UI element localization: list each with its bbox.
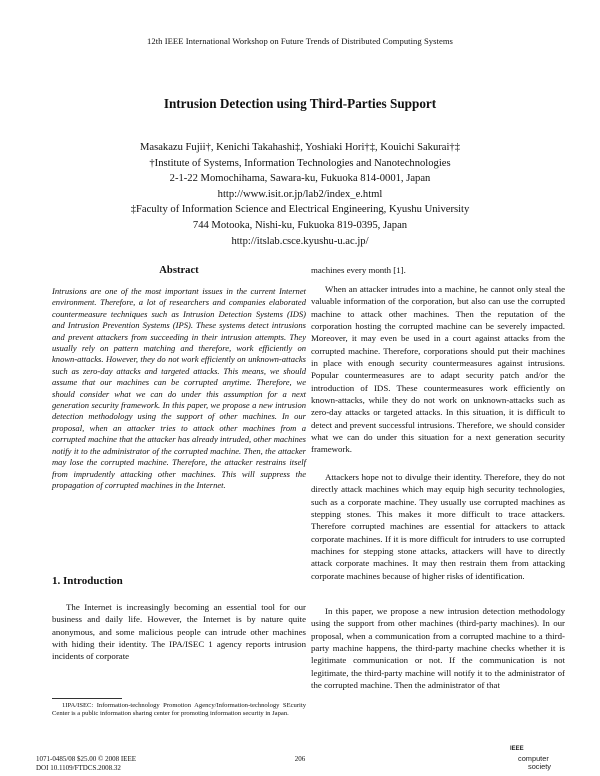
logo-mark-icon: IEEE (510, 746, 524, 752)
footnote: 1IPA/ISEC: Information-technology Promotion Agency/Information-technology SEcurity Center is a public information sharing center for promoting information security in Japan. (52, 702, 306, 718)
right-column-paragraph-3 (311, 605, 565, 691)
affiliation-line: 744 Motooka, Nishi-ku, Fukuoka 819-0395, Japan (192, 219, 408, 231)
logo-text-line: society (528, 762, 552, 771)
paper-title: Intrusion Detection using Third-Parties Support (163, 96, 437, 111)
introduction-paragraph: The Internet is increasingly becoming an essential tool for our business and daily life. However, the Internet is by nature quite anonymous, and some malicious people can intrude other machines with hiding their identity. The IPA/ISEC 1 agency reports intrusion incidents of corporate (52, 602, 306, 662)
affiliation-line: ‡Faculty of Information Science and Electrical Engineering, Kyushu University (130, 204, 470, 216)
conference-header: 12th IEEE International Workshop on Future Trends of Distributed Computing Systems (147, 36, 453, 46)
right-column-continuation (311, 264, 565, 276)
computer-society-logo (508, 746, 560, 774)
page-number: 206 (294, 755, 306, 763)
affiliation-url[interactable]: http://itslab.csce.kyushu-u.ac.jp/ (231, 235, 369, 247)
affiliation-url[interactable]: http://www.isit.or.jp/lab2/index_e.html (217, 188, 383, 200)
introduction-heading: 1. Introduction (52, 575, 123, 587)
author-block (0, 140, 600, 249)
affiliation-line: †Institute of Systems, Information Technologies and Nanotechnologies (149, 157, 451, 169)
logo-text-line: computer (518, 754, 549, 763)
footer-doi: DOI 10.1109/FTDCS.2008.32 (36, 764, 121, 773)
footnote-divider (52, 698, 122, 699)
right-column-paragraph-2 (311, 471, 565, 582)
paragraph: In this paper, we propose a new intrusion detection methodology using the support from other machines (third-party machines). In our proposal, when a communication from a corrupted machine to a third-party machine happens, the third-party machine checks whether it is legitimate communication or not. If the communication is not legitimate, the third-party machine will notify it to the administrator of the corrupted machine. Then the administrator of that (311, 606, 565, 691)
author-names: Masakazu Fujii†, Kenichi Takahashi‡, Yoshiaki Hori†‡, Kouichi Sakurai†‡ (139, 142, 461, 153)
paragraph: When an attacker intrudes into a machine, he cannot only steal the valuable information of the corporation, but also can use the corrupted machine to attack other machines. Then the reputation of the corporation hosting the corrupted machine can be severely impacted. Moreover, it may even be used in a court against attacks from the corrupted machine. Therefore, corporations should put their machines in place with enough security countermeasures against intrusions. Popular countermeasures are to adapt security patch and/or the introduction of IDS. These countermeasures work efficiently on known-attacks, while they do not work on unknown-attacks such as zero-day attacks or targeted attacks. In this situation, it is difficult to detect and prevent successful intrusions. Therefore, we should consider what we can do under this situation for a next generation security framework. (311, 284, 565, 455)
abstract-text: Intrusions are one of the most important issues in the current Internet environment. Therefore, a lot of researchers and companies elaborated countermeasure techniques such as Intrusion Detection Systems (IDS) and Intrusion Prevention Systems (IPS). These systems detect intrusions and prevent attackers from succeeding in their intrusion attempts. They usually rely on pattern matching and therefore, work efficiently on known-attacks. However, they do not work efficiently on unknown-attacks such as zero-day attacks and targeted attacks. This means, we should assume that our machines can be corrupted anytime. Therefore, we should consider what we can do under this assumption for a next generation security framework. In this paper, we propose a new intrusion detection methodology using the support of other machines. In our proposal, when an attacker tries to attack other machines from a corrupted machine that the attacker has already intruded, other machines notify it to the administrator of the corrupted machine. Then, the attacker may lose the corrupted machine. Therefore, the attacker restrains itself from imprudently attacking other machines. This will suppress the propagation of corrupted machines in the Internet. (52, 286, 306, 490)
footer-issn: 1071-0485/08 $25.00 © 2008 IEEE (36, 755, 137, 763)
paragraph: Attackers hope not to divulge their identity. Therefore, they do not directly attack machines which may equip high security technologies, such as a corporate machine. They usually use corrupted machines as stepping stones. This makes it more difficult to trace attackers. Therefore corrupted machines are essential for attackers to attack corporate machines. If it is more difficult for intruders to use corrupted machines for stepping stone attacks, attackers will have to directly attack corporate machines. It may then restrain them from attacking corporate machines because of higher risks of identification. (311, 472, 565, 581)
paragraph: machines every month [1]. (311, 265, 406, 275)
abstract-heading: Abstract (159, 265, 199, 276)
right-column-paragraph-1 (311, 283, 565, 456)
affiliation-line: 2-1-22 Momochihama, Sawara-ku, Fukuoka 814-0001, Japan (169, 173, 431, 185)
